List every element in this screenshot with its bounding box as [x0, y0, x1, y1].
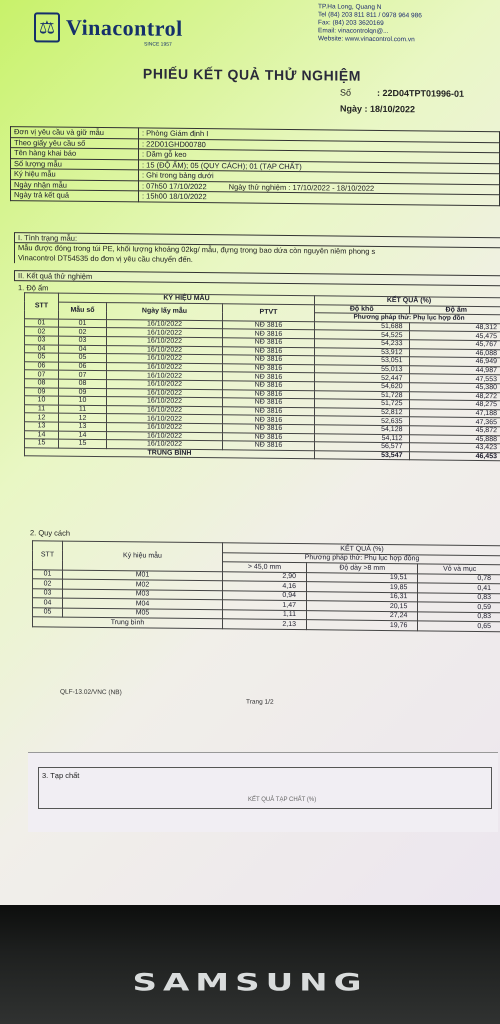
- logo-sub: SINCE 1957: [144, 41, 172, 48]
- contact-block: [318, 3, 422, 44]
- info-value-text: : Phòng Giám định I: [142, 128, 209, 139]
- cell-ptvt: NĐ 3816: [223, 407, 315, 417]
- cell-sampling-date: 16/10/2022: [107, 319, 223, 329]
- cell-moisture: 46,949: [409, 357, 500, 367]
- col-result: KẾT QUẢ (%): [223, 543, 500, 555]
- cell-dryness: 52,447: [315, 373, 410, 383]
- cell-sampling-date: 16/10/2022: [107, 397, 223, 407]
- test-results-label: II. Kết quả thử nghiệm: [14, 270, 500, 286]
- cell-ptvt: NĐ 3816: [223, 364, 315, 374]
- cell-stt: 13: [25, 422, 59, 431]
- scale-icon: ⚖: [34, 12, 60, 42]
- cell-length: 1,11: [223, 609, 307, 619]
- cell-stt: 05: [33, 607, 63, 617]
- sample-condition-text: [14, 243, 500, 268]
- test-report-page-2: [28, 752, 498, 832]
- average-moisture: 46,453: [409, 451, 500, 461]
- col-thickness: Độ dày >8 mm: [307, 563, 418, 574]
- cell-sample-no: 14: [59, 431, 107, 440]
- form-code: QLF-13.02/VNC (NB): [60, 688, 122, 697]
- col-sample-symbol: KÝ HIỆU MẪU: [59, 293, 315, 304]
- cell-moisture: 45,767: [409, 340, 500, 350]
- cell-sample-no: 09: [59, 388, 107, 397]
- cell-thickness: 16,31: [307, 591, 418, 602]
- report-number-label: Số: [340, 87, 352, 98]
- spec-table: [32, 540, 500, 631]
- cell-sample-no: 04: [59, 345, 107, 354]
- sample-info-table: [10, 126, 500, 206]
- cell-bark-rot: 0,83: [418, 611, 500, 621]
- col-sampling-date: Ngày lấy mẫu: [107, 302, 223, 320]
- cell-ptvt: NĐ 3816: [223, 389, 315, 399]
- average-thickness: 19,76: [307, 620, 418, 631]
- report-number-value: : 22D04TPT01996-01: [377, 87, 465, 99]
- info-label: Ngày nhận mẫu: [11, 179, 139, 191]
- info-label: Ký hiệu mẫu: [11, 169, 139, 181]
- info-label: Theo giấy yêu cầu số: [11, 137, 139, 149]
- cell-sampling-date: 16/10/2022: [107, 414, 223, 424]
- col-moisture: Độ ẩm: [409, 305, 500, 315]
- info-value-text: : Dăm gỗ keo: [142, 149, 187, 160]
- cell-stt: 01: [25, 318, 59, 327]
- report-number: [340, 88, 464, 99]
- cell-stt: 11: [25, 404, 59, 413]
- sample-condition-line: Mẫu được đóng trong túi PE, khối lượng khoảng 02kg/ mẫu, đựng trong bao dứa còn nguyên niêm phong s: [18, 243, 376, 256]
- cell-dryness: 54,620: [315, 382, 410, 392]
- cell-stt: 09: [25, 387, 59, 396]
- test-report-page-1: [4, 0, 500, 710]
- cell-dryness: 52,812: [315, 407, 410, 417]
- cell-ptvt: NĐ 3816: [223, 415, 315, 425]
- cell-dryness: 51,725: [315, 399, 410, 409]
- sample-condition-label: I. Tình trạng mẫu:: [14, 232, 500, 248]
- info-value-text: : 07h50 17/10/2022: [142, 181, 207, 191]
- cell-sampling-date: 16/10/2022: [107, 328, 223, 338]
- cell-moisture: 47,188: [409, 408, 500, 418]
- cell-sample-no: 13: [59, 422, 107, 431]
- cell-sample-no: 03: [59, 336, 107, 345]
- cell-sample-no: 10: [59, 396, 107, 405]
- cell-dryness: 54,128: [315, 425, 410, 435]
- col-ptvt: PTVT: [223, 303, 315, 321]
- cell-sample-no: 15: [59, 439, 107, 448]
- cell-sample-no: 01: [59, 319, 107, 328]
- cell-ptvt: NĐ 3816: [223, 381, 315, 391]
- col-stt: STT: [25, 293, 59, 319]
- cell-dryness: 54,233: [315, 339, 410, 349]
- impurity-section-label: 3. Tạp chất: [42, 771, 80, 780]
- cell-stt: 14: [25, 430, 59, 439]
- cell-sampling-date: 16/10/2022: [107, 362, 223, 372]
- cell-bark-rot: 0,78: [418, 573, 500, 583]
- report-title: PHIẾU KẾT QUẢ THỬ NGHIỆM: [142, 65, 362, 84]
- cell-stt: 06: [25, 361, 59, 370]
- cell-sampling-date: 16/10/2022: [107, 371, 223, 381]
- cell-sample-no: 05: [59, 353, 107, 362]
- cell-sample-no: 08: [59, 379, 107, 388]
- cell-stt: 04: [33, 598, 63, 608]
- cell-stt: 03: [33, 588, 63, 598]
- col-result: KẾT QUẢ (%): [315, 296, 500, 307]
- cell-ptvt: NĐ 3816: [223, 398, 315, 408]
- cell-ptvt: NĐ 3816: [223, 424, 315, 434]
- cell-sample-no: 06: [59, 362, 107, 371]
- cell-stt: 15: [25, 439, 59, 448]
- info-label: Số lượng mẫu: [11, 158, 139, 170]
- cell-ptvt: NĐ 3816: [223, 346, 315, 356]
- cell-stt: 12: [25, 413, 59, 422]
- average-label: Trung bình: [33, 617, 223, 628]
- cell-sample-symbol: M05: [63, 608, 223, 619]
- cell-moisture: 48,272: [409, 391, 500, 401]
- logo-text: Vinacontrol: [66, 14, 183, 41]
- col-sample-no: Mẫu số: [59, 302, 107, 320]
- cell-dryness: 51,688: [315, 322, 410, 332]
- cell-moisture: 48,275: [409, 400, 500, 410]
- cell-thickness: 27,24: [307, 610, 418, 621]
- cell-moisture: 47,365: [409, 417, 500, 427]
- cell-sample-no: 11: [59, 405, 107, 414]
- cell-bark-rot: 0,41: [418, 583, 500, 593]
- page-number: Trang 1/2: [246, 698, 274, 706]
- monitor-bezel: [0, 905, 500, 1024]
- cell-thickness: 20,15: [307, 601, 418, 612]
- cell-dryness: 53,051: [315, 356, 410, 366]
- cell-thickness: 19,51: [307, 572, 418, 583]
- contact-line: Email: vinacontrolqn@...: [318, 27, 389, 36]
- col-length: > 45,0 mm: [223, 562, 307, 572]
- cell-sampling-date: 16/10/2022: [107, 354, 223, 364]
- cell-length: 4,16: [223, 581, 307, 591]
- average-bark-rot: 0,65: [418, 621, 500, 631]
- cell-stt: 02: [33, 579, 63, 589]
- cell-sampling-date: 16/10/2022: [107, 388, 223, 398]
- cell-stt: 08: [25, 379, 59, 388]
- cell-dryness: 54,112: [315, 433, 410, 443]
- cell-dryness: 51,728: [315, 390, 410, 400]
- cell-ptvt: NĐ 3816: [223, 338, 315, 348]
- cell-dryness: 56,577: [315, 442, 410, 452]
- col-method: Phương pháp thử: Phụ lục hợp đồng: [223, 552, 500, 564]
- cell-stt: 05: [25, 353, 59, 362]
- monitor-brand-logo: SAMSUNG: [132, 969, 368, 997]
- cell-moisture: 45,888: [409, 434, 500, 444]
- col-dryness: Độ khô: [315, 304, 410, 314]
- col-stt: STT: [33, 541, 63, 570]
- cell-dryness: 53,912: [315, 347, 410, 357]
- cell-length: 0,94: [223, 590, 307, 600]
- cell-dryness: 52,635: [315, 416, 410, 426]
- cell-stt: 04: [25, 344, 59, 353]
- cell-stt: 01: [33, 569, 63, 579]
- cell-dryness: 55,013: [315, 365, 410, 375]
- cell-sampling-date: 16/10/2022: [107, 405, 223, 415]
- average-dryness: 53,547: [315, 450, 410, 460]
- cell-sampling-date: 16/10/2022: [107, 440, 223, 450]
- cell-sample-symbol: M04: [63, 598, 223, 609]
- cell-sample-no: 02: [59, 327, 107, 336]
- cell-sample-symbol: M02: [63, 579, 223, 590]
- cell-bark-rot: 0,59: [418, 602, 500, 612]
- info-value-text: : Ghi trong bảng dưới: [142, 170, 214, 181]
- cell-moisture: 43,423: [409, 443, 500, 453]
- cell-length: 2,90: [223, 571, 307, 581]
- cell-sampling-date: 16/10/2022: [107, 380, 223, 390]
- cell-ptvt: NĐ 3816: [223, 372, 315, 382]
- cell-sample-symbol: M01: [63, 570, 223, 581]
- cell-sample-no: 12: [59, 413, 107, 422]
- cell-stt: 10: [25, 396, 59, 405]
- info-label: Đơn vị yêu cầu và giữ mẫu: [11, 127, 139, 139]
- cell-ptvt: NĐ 3816: [223, 441, 315, 451]
- contact-line: Website: www.vinacontrol.com.vn: [318, 35, 415, 44]
- info-label: Ngày trả kết quả: [11, 190, 139, 202]
- spec-section-label: 2. Quy cách: [30, 528, 71, 538]
- cell-stt: 02: [25, 327, 59, 336]
- cell-ptvt: NĐ 3816: [223, 329, 315, 339]
- impurity-result-header: KẾT QUẢ TẠP CHẤT (%): [248, 797, 317, 803]
- contact-line: Fax: (84) 203 3620169: [318, 19, 384, 27]
- cell-moisture: 47,553: [409, 374, 500, 384]
- cell-sample-no: 07: [59, 370, 107, 379]
- cell-moisture: 46,088: [409, 348, 500, 358]
- sample-condition-line: Vinacontrol DT54535 do đơn vị yêu cầu chuyển đến.: [18, 253, 193, 264]
- average-length: 2,13: [223, 619, 307, 629]
- cell-length: 1,47: [223, 600, 307, 610]
- cell-sample-symbol: M03: [63, 589, 223, 600]
- cell-ptvt: NĐ 3816: [223, 321, 315, 331]
- cell-ptvt: NĐ 3816: [223, 432, 315, 442]
- cell-stt: 03: [25, 336, 59, 345]
- cell-sampling-date: 16/10/2022: [107, 337, 223, 347]
- info-extra-text: Ngày thử nghiệm : 17/10/2022 - 18/10/2022: [228, 182, 375, 193]
- company-logo: [34, 12, 183, 44]
- cell-bark-rot: 0,83: [418, 592, 500, 602]
- cell-sampling-date: 16/10/2022: [107, 345, 223, 355]
- info-value-text: : 22D01GHD00780: [142, 139, 206, 149]
- cell-sampling-date: 16/10/2022: [107, 422, 223, 432]
- average-label: TRUNG BÌNH: [25, 447, 315, 459]
- moisture-section-label: 1. Độ ẩm: [18, 283, 49, 293]
- col-method: Phương pháp thử: Phụ lục hợp đồn: [315, 313, 500, 324]
- cell-moisture: 45,380: [409, 383, 500, 393]
- cell-dryness: 54,525: [315, 330, 410, 340]
- col-bark-rot: Vỏ và mục: [418, 564, 500, 574]
- cell-sampling-date: 16/10/2022: [107, 431, 223, 441]
- cell-moisture: 45,872: [409, 426, 500, 436]
- cell-moisture: 48,312: [409, 323, 500, 333]
- cell-moisture: 45,475: [409, 331, 500, 341]
- report-date: Ngày : 18/10/2022: [340, 103, 416, 115]
- cell-stt: 07: [25, 370, 59, 379]
- cell-moisture: 44,987: [409, 365, 500, 375]
- col-sample-symbol: Ký hiệu mẫu: [63, 541, 223, 571]
- moisture-table: [24, 292, 500, 461]
- contact-line: Tel (84) 203 811 811 / 0978 964 986: [318, 11, 422, 20]
- contact-line: TP.Ha Long, Quang N: [318, 3, 382, 11]
- cell-thickness: 19,85: [307, 582, 418, 593]
- info-value-text: : 15h00 18/10/2022: [142, 191, 207, 202]
- info-value-text: : 15 (ĐỘ ẨM); 05 (QUY CÁCH); 01 (TẠP CHẤT): [142, 160, 302, 171]
- info-label: Tên hàng khai báo: [11, 148, 139, 160]
- cell-ptvt: NĐ 3816: [223, 355, 315, 365]
